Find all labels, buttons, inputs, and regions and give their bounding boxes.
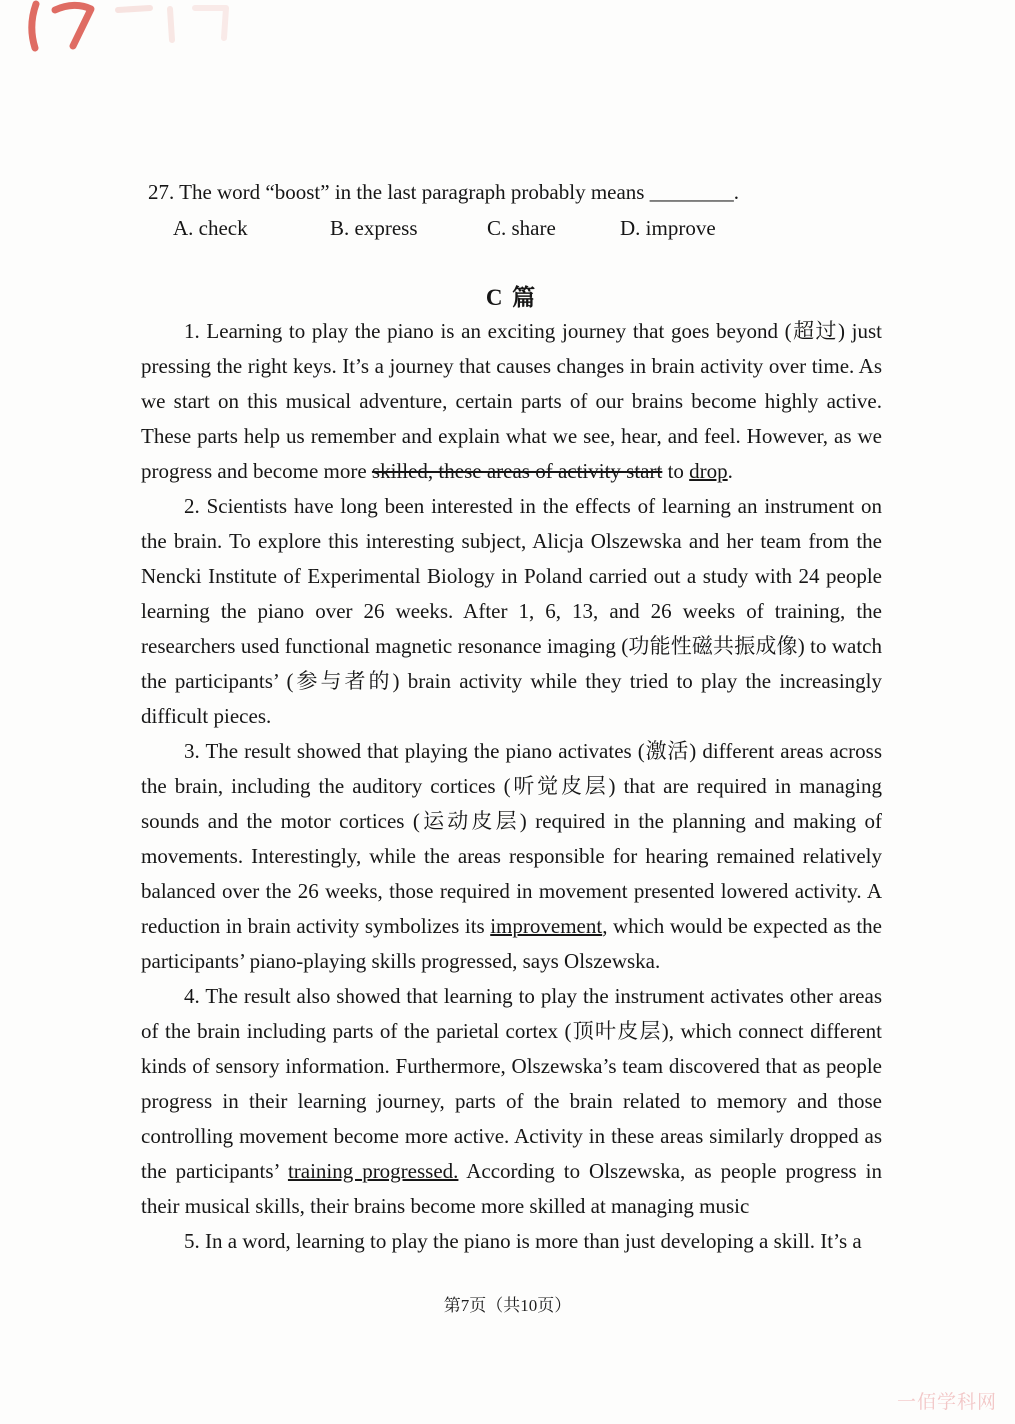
paragraph-3	[141, 734, 882, 979]
question-27-text: 27. The word “boost” in the last paragraph probably means ________.	[148, 180, 739, 204]
paragraph-5-text: 5. In a word, learning to play the piano is more than just developing a skill. It’s a	[184, 1229, 862, 1253]
underlined-phrase-training-progressed: training progressed.	[287, 1159, 459, 1183]
paragraph-1-mid: to	[662, 459, 690, 483]
paragraph-2	[141, 489, 882, 734]
question-27-options	[141, 216, 901, 241]
red-pen-marks-icon	[0, 0, 260, 60]
page-number: 第7页（共10页）	[443, 1296, 572, 1315]
underlined-word-improvement: improvement	[490, 914, 603, 938]
paragraph-4-text: 4. The result also showed that learning to play the instrument activates other areas of the brain including parts of the parietal cortex (顶叶皮层), which connect different kinds of sensory information. Furthermore, Olszewska’s team discovered that as people progress in their learning journey, parts of the brain related to memory and those controlling movement become more active. Activity in these areas similarly dropped as the participants’	[141, 984, 882, 1183]
paragraph-4-end: According to Olszewska, as people progress in their musical skills, their brains become more skilled at managing music	[141, 1159, 882, 1218]
option-a: A. check	[173, 216, 248, 240]
strikethrough-phrase: skilled, these areas of activity start	[371, 459, 663, 483]
reading-passage	[141, 314, 882, 1259]
option-c: C. share	[487, 216, 556, 240]
site-watermark: 一佰学科网	[896, 1392, 997, 1413]
underlined-word-drop: drop	[689, 459, 728, 483]
paragraph-5	[141, 1224, 882, 1259]
option-d: D. improve	[620, 216, 716, 240]
section-c-heading: C 篇	[485, 285, 538, 310]
paragraph-4	[141, 979, 882, 1224]
paragraph-3-end: , which would be expected as the participants’ piano-playing skills progressed, says Olszewska.	[141, 914, 882, 973]
paragraph-2-text: 2. Scientists have long been interested in the effects of learning an instrument on the brain. To explore this interesting subject, Alicja Olszewska and her team from the Nencki Institute of Experimental Biology in Poland carried out a study with 24 people learning the piano over 26 weeks. After 1, 6, 13, and 26 weeks of training, the researchers used functional magnetic resonance imaging (功能性磁共振成像) to watch the participants’ (参与者的) brain activity while they tried to play the increasingly difficult pieces.	[141, 494, 882, 728]
paragraph-1	[141, 314, 882, 489]
option-b: B. express	[330, 216, 418, 240]
paragraph-1-text: 1. Learning to play the piano is an exciting journey that goes beyond (超过) just pressing the right keys. It’s a journey that causes changes in brain activity over time. As we start on this musical adventure, certain parts of our brains become highly active. These parts help us remember and explain what we see, hear, and feel. However, as we progress and become more	[141, 319, 882, 483]
paragraph-1-end: .	[727, 459, 733, 483]
paragraph-3-text: 3. The result showed that playing the piano activates (激活) different areas across the brain, including the auditory cortices (听觉皮层) that are required in managing sounds and the motor cortices (运动皮层) required in the planning and making of movements. Interestingly, while the areas responsible for hearing remained relatively balanced over the 26 weeks, those required in movement presented lowered activity. A reduction in brain activity symbolizes its	[141, 739, 882, 938]
